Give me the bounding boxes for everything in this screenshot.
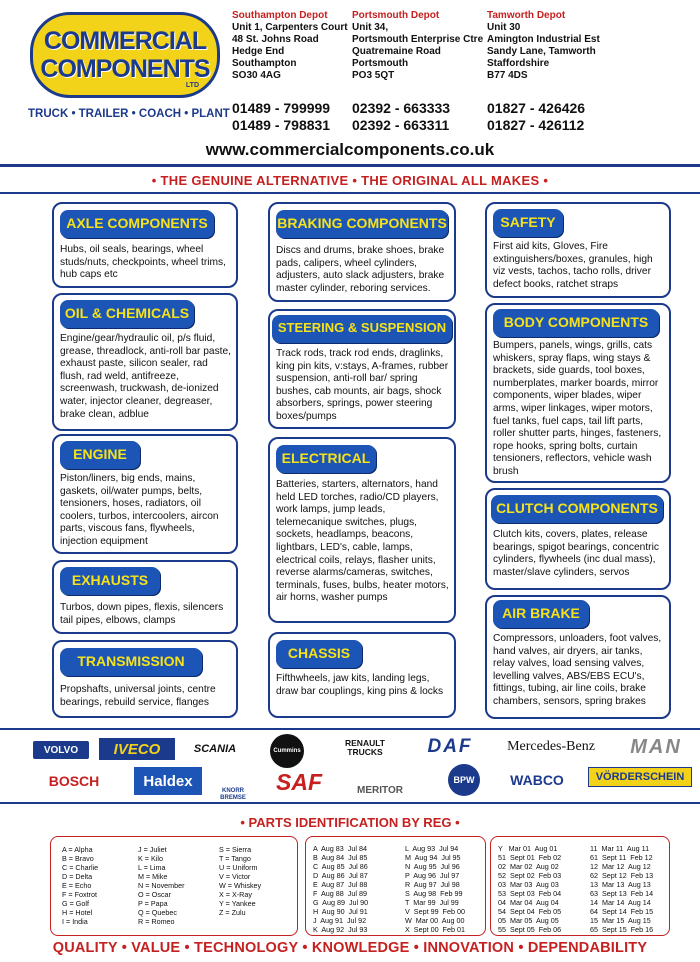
depot-name: Portsmouth Depot (352, 10, 440, 21)
reg-column: L Aug 93 Jul 94 M Aug 94 Jul 95 N Aug 95 Jul 96 P Aug 96 Jul 97 R Aug 97 Jul 98 S Aug 98 Feb 99 T Mar 99 Jul 99 V Sept 99 Feb 00 W Mar 00 Aug 00 X Sept 00 Feb 01 (405, 844, 465, 935)
phones-portsmouth (352, 100, 450, 134)
website-url[interactable]: www.commercialcomponents.co.uk (205, 140, 495, 159)
reg-column: Y Mar 01 Aug 01 51 Sept 01 Feb 02 02 Mar 02 Aug 02 52 Sept 02 Feb 03 03 Mar 03 Aug 03 53 Sept 03 Feb 04 04 Mar 04 Aug 04 54 Sept 04 Feb 05 05 Mar 05 Aug 05 55 Sept 05 Feb 06 (498, 844, 562, 935)
brand-wabco: WABCO (510, 772, 564, 788)
brand-knorr-bremse: KNORR BREMSE (220, 788, 246, 801)
phonetic-column: S = Sierra T = Tango U = Uniform V = Victor W = Whiskey X = X-Ray Y = Yankee Z = Zulu (219, 845, 262, 918)
phone-number[interactable]: 02392 - 663333 (352, 100, 451, 116)
depot-southampton (232, 10, 348, 82)
category-title: AIR BRAKE (493, 600, 589, 628)
phones-southampton (232, 100, 330, 134)
divider (0, 728, 700, 730)
category-title: OIL & CHEMICALS (60, 300, 194, 328)
phone-number[interactable]: 01489 - 798831 (232, 117, 331, 133)
category-text: Track rods, track rod ends, draglinks, king pin kits, v:stays, A-frames, rubber suspension, anti-roll bar/ spring bushes, cab mounts, air bags, shock absorbers, springs, power steering boxes/pumps (276, 348, 449, 422)
category-text: Piston/liners, big ends, mains, gaskets, oil/water pumps, belts, tensioners, hoses, radiators, oil coolers, turbos, intercoolers, aircon parts, viscous fans, flywheels, injection equipment (60, 473, 219, 547)
brand-cummins: Cummins (270, 734, 304, 768)
brand-renault-trucks: RENAULT TRUCKS (345, 738, 385, 757)
address-line: Sandy Lane, Tamworth (487, 46, 596, 57)
depot-tamworth (487, 10, 600, 82)
brand-haldex: Haldex (134, 767, 202, 795)
category-title: STEERING & SUSPENSION (272, 315, 452, 343)
logo-ltd: LTD (185, 82, 199, 89)
address-line: Quatremaine Road (352, 46, 441, 57)
reg-column: A Aug 83 Jul 84 B Aug 84 Jul 85 C Aug 85 Jul 86 D Aug 86 Jul 87 E Aug 87 Jul 88 F Aug 88 Jul 89 G Aug 89 Jul 90 H Aug 90 Jul 91 J Aug 91 Jul 92 K Aug 92 Jul 93 (313, 844, 369, 935)
brand-daf: DAF (427, 736, 473, 757)
category-text: Engine/gear/hydraulic oil, p/s fluid, grease, threadlock, anti-roll bar paste, exhaust paste, silicon sealer, rad flush, rad weld, antifreeze, screenwash, truckwash, de-ionized water, injector cleaner, degreaser, brake clean, adblue (60, 333, 232, 420)
address-line: B77 4DS (487, 70, 528, 81)
divider (0, 192, 700, 194)
category-title: AXLE COMPONENTS (60, 210, 214, 238)
address-line: Hedge End (232, 46, 285, 57)
footer-values: QUALITY • VALUE • TECHNOLOGY • KNOWLEDGE • INNOVATION • DEPENDABILITY (52, 940, 648, 956)
brand-meritor: MERITOR (357, 785, 403, 796)
brand-mercedes-benz: Mercedes-Benz (507, 739, 595, 754)
brand-volvo: VOLVO (33, 741, 89, 759)
category-text: Hubs, oil seals, bearings, wheel studs/nuts, checkpoints, wheel trims, hub caps etc (60, 244, 226, 281)
category-text: Clutch kits, covers, plates, release bearings, spigot bearings, concentric cylinders, flywheels (inc dual mass), master/slave cylinders, servos (493, 529, 659, 578)
category-text: Batteries, starters, alternators, hand held LED torches, radio/CD players, work lamps, jump leads, telemecanique switches, plugs, sockets, headlamps, beacons, lightbars, LED's, cable, lamps, electrical coils, relays, flasher units, reverse alarms/cameras, switches, terminals, fuses, bulbs, heater motors, air horns, washer pumps (276, 479, 449, 604)
category-text: Turbos, down pipes, flexis, silencers tail pipes, elbows, clamps (60, 602, 224, 626)
phonetic-column: A = Alpha B = Bravo C = Charlie D = Delta E = Echo F = Foxtrot G = Golf H = Hotel I = India (62, 845, 99, 927)
phones-tamworth (487, 100, 585, 134)
category-text: Compressors, unloaders, foot valves, hand valves, air dryers, air tanks, relay valves, load sensing valves, levelling valves, ABS/EBS ECU's, fittings, tubing, air line coils, brake chambers, sensors, spring brakes (493, 633, 662, 707)
divider (0, 164, 700, 167)
address-line: Amington Industrial Est (487, 34, 600, 45)
category-title: CLUTCH COMPONENTS (491, 495, 663, 523)
banner-slogan: • THE GENUINE ALTERNATIVE • THE ORIGINAL ALL MAKES • (151, 173, 549, 188)
address-line: Southampton (232, 58, 297, 69)
brand-man: MAN (630, 735, 682, 758)
category-title: BODY COMPONENTS (493, 309, 659, 337)
phone-number[interactable]: 01489 - 799999 (232, 100, 331, 116)
tagline: TRUCK • TRAILER • COACH • PLANT (28, 108, 230, 120)
reg-column: 11 Mar 11 Aug 11 61 Sept 11 Feb 12 12 Mar 12 Aug 12 62 Sept 12 Feb 13 13 Mar 13 Aug 13 63 Sept 13 Feb 14 14 Mar 14 Aug 14 64 Sept 14 Feb 15 15 Mar 15 Aug 15 65 Sept 15 Feb 16 (590, 844, 654, 935)
phone-number[interactable]: 01827 - 426112 (487, 117, 585, 133)
category-title: SAFETY (493, 209, 563, 237)
divider (0, 802, 700, 804)
address-line: PO3 5QT (352, 70, 395, 81)
brand-saf: SAF (276, 768, 322, 795)
category-title: CHASSIS (276, 640, 362, 668)
category-text: First aid kits, Gloves, Fire extinguishers/boxes, granules, high viz vests, tachos, tacho rolls, driver defect books, ratchet straps (493, 241, 653, 290)
brand-iveco: IVECO (99, 738, 175, 760)
depot-name: Tamworth Depot (487, 10, 566, 21)
logo-line2: COMPONENTS (40, 55, 210, 83)
address-line: Unit 34, (352, 22, 389, 33)
address-line: Unit 30 (487, 22, 521, 33)
address-line: Staffordshire (487, 58, 550, 69)
phone-number[interactable]: 01827 - 426426 (487, 100, 586, 116)
brand-bosch: BOSCH (48, 773, 100, 789)
company-logo (30, 12, 220, 98)
category-title: TRANSMISSION (60, 648, 202, 676)
brand-vorderschein: VÖRDERSCHEIN (588, 767, 692, 787)
brand-bpw: BPW (448, 764, 480, 796)
category-title: ENGINE (60, 441, 140, 469)
brand-scania: SCANIA (193, 743, 237, 755)
address-line: Portsmouth Enterprise Ctre (352, 34, 484, 45)
logo-line1: COMMERCIAL (43, 27, 207, 55)
category-text: Fifthwheels, jaw kits, landing legs, draw bar couplings, king pins & locks (276, 673, 444, 697)
category-title: BRAKING COMPONENTS (276, 210, 448, 238)
parts-id-title: • PARTS IDENTIFICATION BY REG • (240, 815, 460, 830)
category-text: Discs and drums, brake shoes, brake pads, calipers, wheel cylinders, adjusters, auto slack adjusters, brake master cylinder, reboring services. (276, 245, 445, 294)
depot-name: Southampton Depot (232, 10, 328, 21)
category-title: ELECTRICAL (276, 445, 376, 473)
address-line: SO30 4AG (232, 70, 281, 81)
phone-number[interactable]: 02392 - 663311 (352, 117, 450, 133)
category-text: Bumpers, panels, wings, grills, cats whiskers, spray flaps, wing stays & brackets, side guards, tool boxes, numberplates, marker boards, mirror components, wiper blades, wiper arms, wiper linkages, wiper motors, fuel tanks, fuel caps, tail lift parts, roller shutter parts, hinges, fasteners, rope hooks, spring bolts, curtain tensioners, reflectors, vehicle wash brush (493, 340, 662, 477)
phonetic-column: J = Juliet K = Kilo L = Lima M = Mike N = November O = Oscar P = Papa Q = Quebec R = Romeo (138, 845, 185, 927)
category-text: Propshafts, universal joints, centre bearings, rebuild service, flanges (60, 684, 216, 708)
depot-portsmouth (352, 10, 483, 82)
address-line: Unit 1, Carpenters Court (232, 22, 348, 33)
category-title: EXHAUSTS (60, 567, 160, 595)
address-line: Portsmouth (352, 58, 409, 69)
address-line: 48 St. Johns Road (232, 34, 319, 45)
